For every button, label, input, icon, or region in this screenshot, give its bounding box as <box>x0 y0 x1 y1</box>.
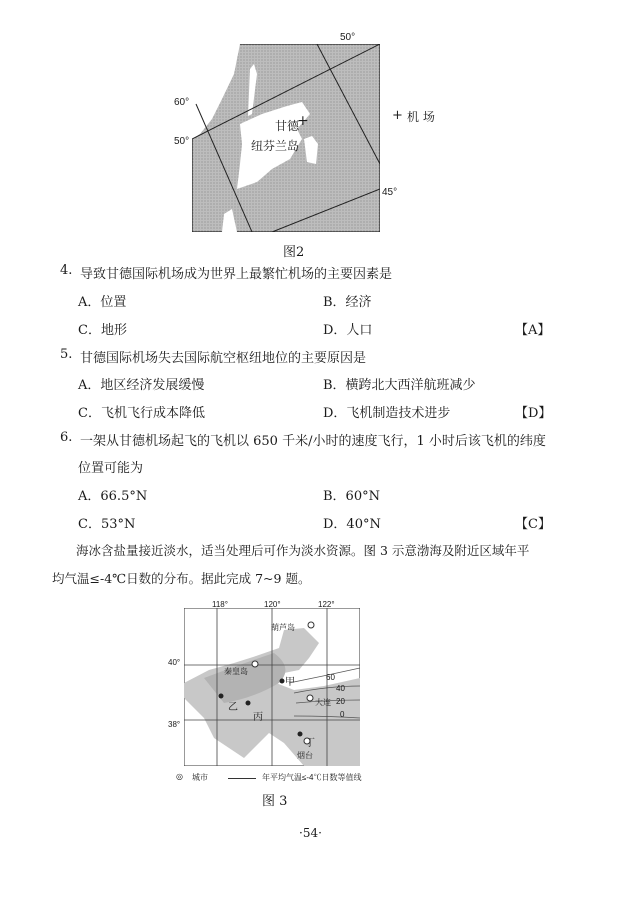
legend-isoline-label: 年平均气温≤-4℃日数等值线 <box>262 773 362 782</box>
airport-marker-icon: + <box>297 113 309 129</box>
label-lat-60: 60° <box>174 97 190 108</box>
label-lon-50: 50° <box>340 32 356 43</box>
place-jia: 甲 <box>285 677 295 688</box>
q4-stem: 导致甘德国际机场成为世界上最繁忙机场的主要因素是 <box>80 267 393 282</box>
q4-option-a: A．位置 <box>78 295 127 310</box>
figure-2-caption: 图2 <box>283 245 305 260</box>
q5-stem: 甘德国际机场失去国际航空枢纽地位的主要原因是 <box>80 351 367 366</box>
q4-option-b: B．经济 <box>323 295 372 310</box>
legend-airport-icon: + <box>392 108 403 123</box>
place-yantai: 烟台 <box>297 751 313 760</box>
legend-city-label: 城市 <box>192 773 208 782</box>
q6-option-b: B．60°N <box>323 489 380 504</box>
place-dalian: 大连 <box>315 698 331 707</box>
q4-option-c: C．地形 <box>78 323 127 338</box>
lat-label-38: 38° <box>168 720 181 729</box>
lon-label-118: 118° <box>212 600 228 609</box>
q5-number: 5. <box>60 347 73 362</box>
q6-stem-line2: 位置可能为 <box>78 461 144 476</box>
q4-number: 4. <box>60 263 73 278</box>
q6-option-a: A．66.5°N <box>78 489 148 504</box>
label-lat-50: 50° <box>174 136 190 147</box>
isoline-0: 0 <box>340 710 345 719</box>
q6-number: 6. <box>60 430 73 445</box>
label-lon-45: 45° <box>382 187 398 198</box>
q5-option-d: D．飞机制造技术进步 <box>323 406 451 421</box>
isoline-40: 40 <box>336 684 345 693</box>
label-gander: 甘德 <box>275 119 300 133</box>
legend-isoline-icon <box>228 778 256 779</box>
legend-airport-label: 机 场 <box>407 110 435 124</box>
place-bing: 丙 <box>253 712 263 723</box>
lat-label-40: 40° <box>168 658 181 667</box>
q5-option-b: B．横跨北大西洋航班减少 <box>323 378 476 393</box>
figure-3-caption: 图 3 <box>262 794 288 809</box>
q5-option-c: C．飞机飞行成本降低 <box>78 406 205 421</box>
isoline-60: 60 <box>326 673 335 682</box>
q6-option-c: C．53°N <box>78 517 136 532</box>
q6-answer: 【C】 <box>515 517 551 532</box>
passage-line-2: 均气温≤-4℃日数的分布。据此完成 7~9 题。 <box>52 571 311 586</box>
isoline-20: 20 <box>336 697 345 706</box>
place-ding: 丁 <box>305 738 315 749</box>
q6-stem: 一架从甘德机场起飞的飞机以 650 千米/小时的速度飞行，1 小时后该飞机的纬度 <box>80 434 546 449</box>
place-yi: 乙 <box>228 702 238 713</box>
q6-option-d: D．40°N <box>323 517 381 532</box>
label-newfoundland: 纽芬兰岛 <box>251 139 300 153</box>
place-qinhuangdao: 秦皇岛 <box>224 667 248 676</box>
lon-label-122: 122° <box>318 600 335 609</box>
page-number: ·54· <box>299 826 322 840</box>
q4-answer: 【A】 <box>515 323 551 338</box>
q4-option-d: D．人口 <box>323 323 373 338</box>
legend-city-icon: ◎ <box>176 772 183 781</box>
place-huludao: 葫芦岛 <box>271 623 295 632</box>
passage-line-1: 海冰含盐量接近淡水，适当处理后可作为淡水资源。图 3 示意渤海及附近区域年平 <box>76 543 530 558</box>
lon-label-120: 120° <box>264 600 281 609</box>
q5-answer: 【D】 <box>515 406 552 421</box>
q5-option-a: A．地区经济发展缓慢 <box>78 378 205 393</box>
